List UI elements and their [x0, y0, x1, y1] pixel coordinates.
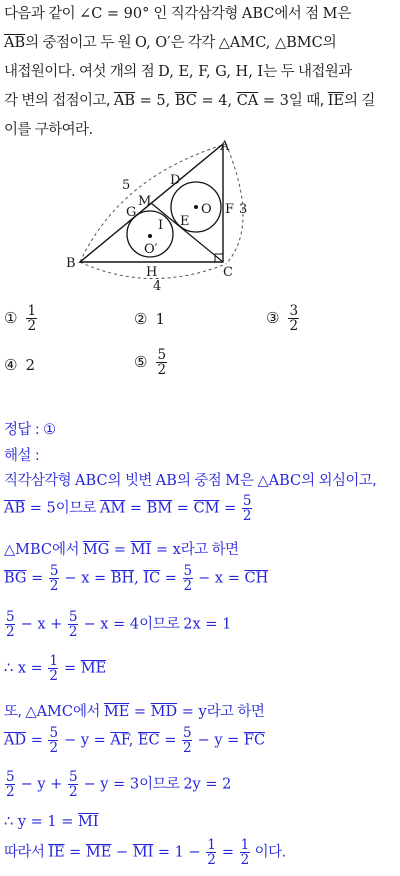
- text: 은: [337, 6, 351, 22]
- solution-line-6: [4, 654, 106, 683]
- segment: $\overline{MD}$: [150, 704, 178, 720]
- text: 이므로: [139, 776, 184, 793]
- choice-1[interactable]: [4, 304, 38, 333]
- math: =: [109, 542, 131, 558]
- text: 의: [322, 35, 337, 51]
- points: D, E, F, G, H, I: [158, 64, 264, 80]
- text: 의 외심이고,: [301, 473, 377, 489]
- answer-line: [4, 418, 56, 439]
- choice-value: 1: [155, 310, 165, 328]
- math: − x =: [59, 570, 111, 587]
- value: = 5,: [135, 93, 175, 109]
- problem-line-1: [4, 2, 351, 23]
- denominator: 2: [6, 624, 14, 641]
- segment: $\overline{ME}$: [85, 844, 112, 861]
- text: 라고 하면: [180, 542, 239, 558]
- segment: $\overline{BM}$: [146, 500, 173, 517]
- choice-3[interactable]: [266, 304, 300, 333]
- segment: $\overline{BH}$: [110, 570, 135, 587]
- fraction: [26, 304, 37, 333]
- math: ∴ x =: [4, 660, 48, 677]
- text: 일 때,: [288, 93, 328, 109]
- value: = 4,: [196, 93, 237, 109]
- label-o-prime: O′: [144, 242, 158, 257]
- label-f: F: [225, 202, 235, 217]
- fraction: [48, 654, 58, 683]
- solution-line-4: [4, 564, 268, 593]
- fraction: [5, 610, 15, 639]
- math: − x = 4: [78, 616, 140, 633]
- fraction: [49, 564, 59, 593]
- numerator: 5: [68, 609, 77, 625]
- segment: $\overline{MG}$: [82, 542, 110, 558]
- text: 이를 구하여라.: [4, 122, 93, 138]
- math: △AMC: [25, 704, 74, 720]
- fraction: [288, 304, 299, 333]
- label-b: B: [66, 256, 76, 271]
- segment: $\overline{ME}$: [80, 660, 107, 677]
- numerator: 1: [49, 653, 58, 669]
- segment: $\overline{AF}$: [110, 732, 129, 749]
- math: ABC: [75, 473, 108, 489]
- value: = 3: [258, 93, 289, 109]
- solution-line-8: [4, 726, 265, 755]
- numerator: 5: [6, 609, 14, 625]
- text: 의 빗변: [107, 473, 156, 489]
- segment: $\overline{MI}$: [132, 844, 154, 861]
- center-o: [194, 205, 198, 209]
- math: = y: [177, 704, 207, 720]
- label-m: M: [138, 194, 152, 209]
- denominator: 2: [289, 318, 299, 335]
- fraction: [206, 838, 216, 867]
- text: 라고 하면: [206, 704, 265, 720]
- math: −: [111, 844, 133, 861]
- math: − y +: [16, 776, 67, 793]
- segment: $\overline{IC}$: [143, 570, 161, 587]
- fraction: [48, 726, 58, 755]
- segment: $\overline{EC}$: [137, 732, 160, 749]
- numerator: 5: [183, 563, 192, 579]
- math: △ABC: [257, 473, 302, 489]
- choice-number: ⑤: [134, 352, 148, 371]
- math: =: [160, 570, 182, 587]
- denominator: 2: [6, 784, 14, 801]
- length-bc: 4: [153, 279, 162, 294]
- math: =: [129, 704, 151, 720]
- segment: $\overline{AD}$: [4, 732, 27, 749]
- denominator: 2: [157, 362, 167, 379]
- solution-line-3: [4, 538, 238, 559]
- math: ,: [128, 732, 138, 749]
- answer-value: ①: [43, 422, 56, 438]
- center-o-prime: [148, 234, 152, 238]
- numerator: 5: [49, 563, 58, 579]
- label-g: G: [126, 205, 137, 220]
- math: ,: [134, 570, 144, 587]
- answer-label: 정답 :: [4, 422, 44, 438]
- numerator: 5: [6, 769, 14, 785]
- problem-line-4: [4, 89, 375, 110]
- text: 이다.: [250, 844, 286, 861]
- math: =: [219, 500, 241, 517]
- numerator: 5: [242, 493, 251, 509]
- math: AB: [155, 473, 177, 489]
- numerator: 1: [27, 303, 37, 319]
- solution-line-10: [4, 814, 99, 830]
- text: 내접원이다. 여섯 개의 점: [4, 64, 159, 80]
- text: 에서: [52, 542, 83, 558]
- solution-line-5: [4, 610, 231, 639]
- math: = 1 −: [153, 844, 206, 861]
- denominator: 2: [182, 740, 191, 757]
- denominator: 2: [68, 784, 77, 801]
- denominator: 2: [183, 578, 192, 595]
- text: 의 중점이고 두 원: [25, 35, 136, 51]
- triangle-name: ABC: [241, 6, 275, 22]
- fraction: [68, 770, 78, 799]
- math: − y =: [192, 732, 244, 749]
- math: − x =: [193, 570, 245, 587]
- numerator: 5: [157, 347, 167, 363]
- numerator: 5: [182, 725, 191, 741]
- math: =: [26, 570, 48, 587]
- text: 은: [240, 473, 258, 489]
- math: 2y = 2: [183, 776, 232, 793]
- segment: $\overline{BG}$: [4, 570, 27, 587]
- text: 의 중점: [176, 473, 226, 489]
- fraction: [5, 770, 15, 799]
- triangle-figure: [60, 136, 320, 294]
- denominator: 2: [49, 740, 58, 757]
- math: = 5: [25, 500, 56, 517]
- text: 따라서: [4, 844, 49, 861]
- math: =: [64, 844, 86, 861]
- text: 은 각각: [170, 35, 219, 51]
- label-o: O: [201, 202, 212, 217]
- math: =: [26, 732, 48, 749]
- text: 인 직각삼각형: [149, 6, 242, 22]
- solution-line-2: [4, 494, 253, 523]
- segment: $\overline{CH}$: [244, 570, 269, 587]
- length-ab: 5: [122, 178, 131, 193]
- choice-number: ④: [4, 356, 18, 374]
- segment: $\overline{ME}$: [103, 704, 130, 720]
- numerator: 1: [240, 837, 249, 853]
- text: 에서: [73, 704, 104, 720]
- numerator: 3: [289, 303, 299, 319]
- denominator: 2: [207, 852, 216, 869]
- fraction: [183, 564, 193, 593]
- math: =: [217, 844, 239, 861]
- choice-value: 2: [25, 356, 35, 374]
- label-e: E: [180, 214, 190, 229]
- segment: $\overline{IE}$: [48, 844, 65, 861]
- point-m: M: [322, 6, 338, 22]
- fraction: [182, 726, 192, 755]
- denominator: 2: [49, 578, 58, 595]
- label-i: I: [158, 218, 164, 233]
- denominator: 2: [68, 624, 77, 641]
- label-c: C: [223, 265, 233, 280]
- solution-line-1: [4, 469, 376, 490]
- angle-c: ∠C = 90°: [79, 6, 150, 22]
- problem-line-2: [4, 31, 336, 52]
- numerator: 1: [207, 837, 216, 853]
- segment-ca: $\overline{CA}$: [236, 93, 259, 109]
- text: 다음과 같이: [4, 6, 80, 22]
- math: = x: [151, 542, 181, 558]
- fraction: [68, 610, 78, 639]
- math: M: [225, 473, 241, 489]
- text: 이므로: [139, 616, 184, 633]
- math: =: [59, 660, 81, 677]
- text: 는 두 내접원과: [263, 64, 352, 80]
- length-ca: 3: [239, 202, 248, 217]
- segment: $\overline{AB}$: [4, 500, 26, 517]
- text: 의 길: [344, 93, 375, 109]
- denominator: 2: [242, 508, 251, 525]
- denominator: 2: [240, 852, 249, 869]
- math: =: [125, 500, 147, 517]
- text: 각 변의 접점이고,: [4, 93, 114, 109]
- label-a: A: [220, 139, 230, 154]
- label-d: D: [170, 173, 181, 188]
- segment: $\overline{MI}$: [130, 542, 152, 558]
- segment: $\overline{MI}$: [78, 814, 99, 830]
- segment-ab: $\overline{AB}$: [113, 93, 136, 109]
- fraction: [156, 348, 167, 377]
- choice-5[interactable]: [134, 348, 168, 377]
- math: =: [159, 732, 181, 749]
- text: 직각삼각형: [4, 473, 76, 489]
- math: − x +: [16, 616, 67, 633]
- segment-ie: $\overline{IE}$: [327, 93, 345, 109]
- choice-4[interactable]: [4, 356, 35, 374]
- label-h: H: [146, 265, 158, 280]
- choice-2[interactable]: [134, 310, 165, 328]
- math: − y =: [59, 732, 111, 749]
- denominator: 2: [27, 318, 37, 335]
- fraction: [242, 494, 252, 523]
- problem-line-3: [4, 60, 352, 81]
- text: 또,: [4, 704, 26, 720]
- solution-label: 해설 :: [4, 448, 40, 464]
- math: △MBC: [4, 542, 53, 558]
- solution-line-7: [4, 700, 264, 721]
- triangles: △AMC, △BMC: [218, 35, 323, 51]
- segment-bc: $\overline{BC}$: [174, 93, 197, 109]
- choice-number: ②: [134, 310, 148, 328]
- choice-number: ①: [4, 308, 18, 327]
- segment-ab: $\overline{AB}$: [4, 35, 26, 51]
- math: 2x = 1: [183, 616, 232, 633]
- segment: $\overline{FC}$: [243, 732, 266, 749]
- denominator: 2: [49, 668, 58, 685]
- math: − y = 3: [78, 776, 140, 793]
- circles-o: O, O′: [135, 35, 171, 51]
- choice-number: ③: [266, 308, 280, 327]
- text: 에서 점: [274, 6, 323, 22]
- text: 이므로: [55, 500, 100, 517]
- math: =: [172, 500, 194, 517]
- math: ∴ y = 1 =: [4, 814, 78, 830]
- solution-line-9: [4, 770, 231, 799]
- segment: $\overline{CM}$: [193, 500, 220, 517]
- solution-line-11: [4, 838, 286, 867]
- numerator: 5: [49, 725, 58, 741]
- segment: $\overline{AM}$: [99, 500, 126, 517]
- numerator: 5: [68, 769, 77, 785]
- fraction: [240, 838, 250, 867]
